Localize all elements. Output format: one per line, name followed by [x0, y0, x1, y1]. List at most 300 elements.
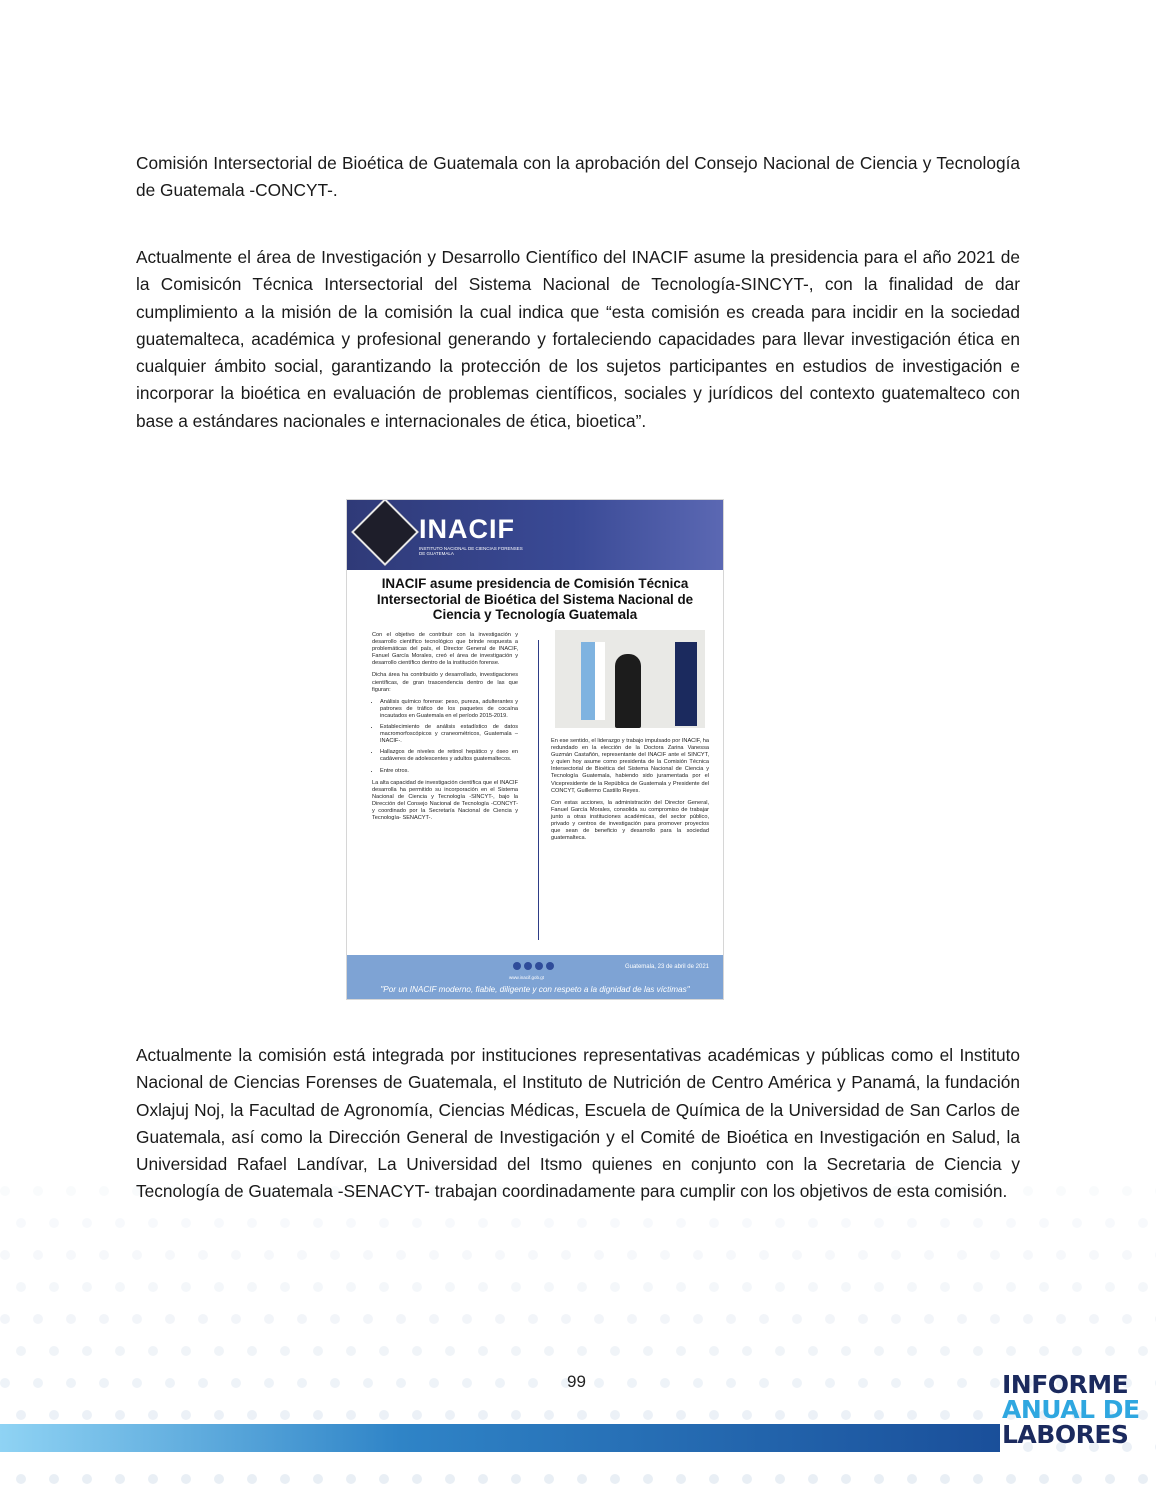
background-dot	[214, 1346, 224, 1356]
background-dot	[561, 1314, 571, 1324]
background-dot	[676, 1474, 686, 1484]
person-figure	[615, 654, 641, 728]
background-dot	[792, 1314, 802, 1324]
background-dot	[346, 1410, 356, 1420]
background-dot	[478, 1474, 488, 1484]
background-dot	[33, 1378, 43, 1388]
background-dot	[49, 1410, 59, 1420]
background-dot	[709, 1474, 719, 1484]
background-dot	[313, 1282, 323, 1292]
background-dot	[330, 1378, 340, 1388]
background-dot	[148, 1282, 158, 1292]
facebook-icon	[524, 962, 532, 970]
flyer-bullet: • Hallazgos de niveles de retinol hepático y óseo en cadáveres de adolescentes y adultos guatemaltecos.	[380, 749, 518, 763]
background-dot	[264, 1314, 274, 1324]
background-dot	[957, 1378, 967, 1388]
background-dot	[709, 1282, 719, 1292]
footer-gradient-bar	[0, 1424, 1000, 1452]
background-dot	[132, 1314, 142, 1324]
background-dot	[775, 1218, 785, 1228]
background-dot	[1056, 1250, 1066, 1260]
background-dot	[643, 1410, 653, 1420]
background-dot	[907, 1346, 917, 1356]
background-dot	[115, 1474, 125, 1484]
background-dot	[330, 1250, 340, 1260]
flyer-date: Guatemala, 23 de abril de 2021	[624, 964, 709, 970]
background-dot	[973, 1346, 983, 1356]
background-dot	[544, 1474, 554, 1484]
background-dot	[841, 1410, 851, 1420]
background-dot	[231, 1314, 241, 1324]
background-dot	[874, 1410, 884, 1420]
background-dot	[742, 1410, 752, 1420]
background-dot	[214, 1282, 224, 1292]
flyer-left-paragraph-3: La alta capacidad de investigación científica que el INACIF desarrolla ha permitido su incorporación en el Sistema Nacional de Ciencia y Tecnología -SINCYT-, bajo la Dirección del Consejo Nacional de Tecnología -CONCYT- y coordinado por la Secretaría Nacional de Ciencia y Tecnología- SENACYT-.	[372, 779, 518, 822]
background-dot	[627, 1378, 637, 1388]
background-dot	[511, 1282, 521, 1292]
background-dot	[66, 1314, 76, 1324]
background-dot	[676, 1346, 686, 1356]
background-dot	[0, 1186, 10, 1196]
background-dot	[841, 1346, 851, 1356]
background-dot	[165, 1250, 175, 1260]
background-dot	[445, 1410, 455, 1420]
background-dot	[33, 1250, 43, 1260]
background-dot	[462, 1314, 472, 1324]
background-dot	[610, 1282, 620, 1292]
background-dot	[148, 1410, 158, 1420]
inacif-banner	[675, 642, 697, 726]
background-dot	[924, 1314, 934, 1324]
background-dot	[1039, 1346, 1049, 1356]
background-dot	[247, 1474, 257, 1484]
background-dot	[181, 1218, 191, 1228]
background-dot	[264, 1378, 274, 1388]
background-dot	[115, 1410, 125, 1420]
background-dot	[825, 1314, 835, 1324]
background-dot	[544, 1410, 554, 1420]
background-dot	[16, 1474, 26, 1484]
flyer-url: www.inacif.gob.gt	[509, 975, 545, 980]
background-dot	[148, 1474, 158, 1484]
social-icons	[513, 962, 554, 970]
background-dot	[561, 1250, 571, 1260]
background-dot	[924, 1378, 934, 1388]
background-dot	[1023, 1186, 1033, 1196]
background-dot	[379, 1346, 389, 1356]
background-dot	[346, 1474, 356, 1484]
background-dot	[544, 1346, 554, 1356]
background-dot	[874, 1474, 884, 1484]
flyer-logo-text: INACIF	[419, 514, 515, 544]
background-dot	[478, 1346, 488, 1356]
background-dot	[379, 1474, 389, 1484]
background-dot	[1105, 1346, 1115, 1356]
background-dot	[924, 1250, 934, 1260]
background-dot	[1138, 1474, 1148, 1484]
background-dot	[660, 1314, 670, 1324]
background-dot	[82, 1218, 92, 1228]
background-dot	[412, 1346, 422, 1356]
background-dot	[577, 1282, 587, 1292]
body-paragraph-2: Actualmente el área de Investigación y Desarrollo Científico del INACIF asume la presidencia para el año 2021 de la Comisicón Técnica Intersectorial del Sistema Nacional de Tecnología-SINCYT-, con la finalidad de dar cumplimiento a la misión de la comisión la cual indica que “esta comisión es creada para incidir en la sociedad guatemalteca, académica y profesional generando y fortaleciendo capacidades para llevar investigación ética en cualquier ámbito social, garantizando la protección de los sujetos participantes en estudios de investigación e incorporar la bioética en evaluación de problemas científicos, sociales y jurídicos del contexto guatemalteco con base a estándares nacionales e internacionales de ética, bioetica”.	[136, 247, 1020, 431]
brand-line-1: INFORME	[1002, 1370, 1129, 1399]
background-dot	[759, 1250, 769, 1260]
background-dot	[313, 1346, 323, 1356]
background-dot	[907, 1282, 917, 1292]
background-dot	[858, 1314, 868, 1324]
background-dot	[693, 1378, 703, 1388]
background-dot	[0, 1250, 10, 1260]
youtube-icon	[513, 962, 521, 970]
background-dot	[808, 1218, 818, 1228]
background-dot	[643, 1346, 653, 1356]
background-dot	[1023, 1314, 1033, 1324]
background-dot	[841, 1218, 851, 1228]
background-dot	[511, 1346, 521, 1356]
background-dot	[82, 1346, 92, 1356]
background-dot	[940, 1218, 950, 1228]
background-dot	[396, 1378, 406, 1388]
background-dot	[808, 1282, 818, 1292]
background-dot	[231, 1378, 241, 1388]
background-dot	[1023, 1250, 1033, 1260]
background-dot	[1006, 1346, 1016, 1356]
background-dot	[676, 1282, 686, 1292]
background-dot	[709, 1218, 719, 1228]
background-dot	[1138, 1346, 1148, 1356]
background-dot	[610, 1346, 620, 1356]
background-dot	[66, 1186, 76, 1196]
background-dot	[181, 1474, 191, 1484]
background-dot	[16, 1282, 26, 1292]
background-dot	[775, 1282, 785, 1292]
background-dot	[1039, 1218, 1049, 1228]
background-dot	[33, 1314, 43, 1324]
background-dot	[363, 1314, 373, 1324]
background-dot	[429, 1250, 439, 1260]
background-dot	[297, 1314, 307, 1324]
background-dot	[280, 1282, 290, 1292]
flyer-header	[347, 500, 723, 570]
background-dot	[478, 1282, 488, 1292]
brand-line-3: LABORES	[1002, 1420, 1129, 1449]
background-dot	[1089, 1250, 1099, 1260]
news-flyer-image	[346, 499, 724, 1000]
background-dot	[528, 1314, 538, 1324]
background-dot	[726, 1250, 736, 1260]
flyer-left-paragraph-1: Con el objetivo de contribuir con la investigación y desarrollo científico tecnológico que brinde respuesta a problemáticas del país, el Director General de INACIF, Fanuel García Morales, creó el área de investigación y desarrollo científico dentro de la institución forense.	[372, 632, 518, 667]
background-dot	[940, 1474, 950, 1484]
background-dot	[957, 1314, 967, 1324]
background-dot	[907, 1218, 917, 1228]
background-dot	[610, 1474, 620, 1484]
background-dot	[99, 1314, 109, 1324]
background-dot	[49, 1346, 59, 1356]
background-dot	[544, 1282, 554, 1292]
background-dot	[82, 1282, 92, 1292]
background-dot	[247, 1346, 257, 1356]
background-dot	[874, 1346, 884, 1356]
background-dot	[16, 1410, 26, 1420]
background-dot	[363, 1250, 373, 1260]
background-dot	[280, 1410, 290, 1420]
background-dot	[231, 1250, 241, 1260]
background-dot	[627, 1250, 637, 1260]
background-dot	[577, 1218, 587, 1228]
background-dot	[511, 1410, 521, 1420]
background-dot	[49, 1474, 59, 1484]
background-dot	[759, 1378, 769, 1388]
background-dot	[973, 1474, 983, 1484]
background-dot	[940, 1410, 950, 1420]
flag-icon	[581, 642, 595, 720]
background-dot	[1006, 1474, 1016, 1484]
background-dot	[577, 1346, 587, 1356]
background-dot	[16, 1218, 26, 1228]
background-dot	[115, 1218, 125, 1228]
background-dot	[478, 1410, 488, 1420]
background-dot	[478, 1218, 488, 1228]
background-dot	[82, 1410, 92, 1420]
background-dot	[1138, 1282, 1148, 1292]
background-dot	[874, 1282, 884, 1292]
background-dot	[0, 1314, 10, 1324]
background-dot	[181, 1410, 191, 1420]
background-dot	[676, 1218, 686, 1228]
background-dot	[396, 1314, 406, 1324]
background-dot	[297, 1378, 307, 1388]
background-dot	[891, 1378, 901, 1388]
background-dot	[148, 1218, 158, 1228]
background-dot	[775, 1410, 785, 1420]
background-dot	[280, 1218, 290, 1228]
background-dot	[660, 1378, 670, 1388]
background-dot	[907, 1474, 917, 1484]
background-dot	[858, 1250, 868, 1260]
background-dot	[264, 1250, 274, 1260]
background-dot	[165, 1378, 175, 1388]
background-dot	[280, 1474, 290, 1484]
background-dot	[1105, 1218, 1115, 1228]
background-dot	[49, 1282, 59, 1292]
background-dot	[33, 1186, 43, 1196]
background-dot	[1089, 1314, 1099, 1324]
background-dot	[594, 1378, 604, 1388]
background-dot	[676, 1410, 686, 1420]
background-dot	[957, 1250, 967, 1260]
background-dot	[1122, 1314, 1132, 1324]
background-dot	[412, 1218, 422, 1228]
flyer-left-paragraph-2: Dicha área ha contribuido y desarrollado, investigaciones científicas, de gran trascendencia dentro de las que figuran:	[372, 672, 518, 693]
flyer-slogan: "Por un INACIF moderno, fiable, diligente y con respeto a la dignidad de las víctimas"	[380, 985, 690, 994]
background-dot	[709, 1410, 719, 1420]
background-dot	[346, 1346, 356, 1356]
background-dot	[181, 1282, 191, 1292]
background-dot	[346, 1218, 356, 1228]
background-dot	[198, 1250, 208, 1260]
background-dot	[132, 1378, 142, 1388]
background-dot	[825, 1250, 835, 1260]
flyer-right-paragraph-1: En ese sentido, el liderazgo y trabajo impulsado por INACIF, ha redundado en la elección de la Doctora Zarina Vanessa Guzmán Castañón, representante del INACIF ante el SINCYT, y quien hoy asume como presidenta de la Comisión Técnica Intersectorial de Bioética del Sistema Nacional de Ciencia y Tecnología Guatemala, habiendo sido juramentada por el Vicepresidente de la República de Guatemala y Presidente del CONCYT, Guillermo Castillo Reyes.	[551, 738, 709, 794]
background-dot	[379, 1218, 389, 1228]
background-dot	[247, 1282, 257, 1292]
flyer-left-column	[372, 632, 518, 827]
background-dot	[792, 1250, 802, 1260]
background-dot	[973, 1218, 983, 1228]
background-dot	[940, 1282, 950, 1292]
background-dot	[990, 1314, 1000, 1324]
background-dot	[775, 1346, 785, 1356]
background-dot	[99, 1250, 109, 1260]
background-dot	[627, 1314, 637, 1324]
background-dot	[1072, 1282, 1082, 1292]
background-dot	[495, 1378, 505, 1388]
background-dot	[313, 1410, 323, 1420]
body-paragraph-3: Actualmente la comisión está integrada por instituciones representativas académicas y públicas como el Instituto Nacional de Ciencias Forenses de Guatemala, el Instituto de Nutrición de Centro América y Panamá, la fundación Oxlajuj Noj, la Facultad de Agronomía, Ciencias Médicas, Escuela de Química de la Universidad de San Carlos de Guatemala, así como la Dirección General de Investigación y el Comité de Bioética en Investigación en Salud, la Universidad Rafael Landívar, La Universidad del Itsmo quienes en conjunto con la Secretaria de Ciencia y Tecnología de Guatemala -SENACYT- trabajan coordinadamente para cumplir con los objetivos de esta comisión.	[136, 1045, 1020, 1202]
background-dot	[462, 1378, 472, 1388]
background-dot	[1039, 1474, 1049, 1484]
background-dot	[495, 1250, 505, 1260]
background-dot	[412, 1410, 422, 1420]
background-dot	[247, 1218, 257, 1228]
background-dot	[1056, 1314, 1066, 1324]
brand-line-2: ANUAL DE	[1002, 1395, 1140, 1424]
background-dot	[610, 1218, 620, 1228]
background-dot	[181, 1346, 191, 1356]
background-dot	[198, 1314, 208, 1324]
background-dot	[346, 1282, 356, 1292]
flyer-footer	[347, 955, 723, 999]
background-dot	[825, 1378, 835, 1388]
flyer-bullet: • Entre otros.	[380, 768, 518, 775]
background-dot	[511, 1218, 521, 1228]
background-dot	[1006, 1218, 1016, 1228]
background-dot	[412, 1474, 422, 1484]
flyer-right-paragraph-2: Con estas acciones, la administración del Director General, Fanuel García Morales, consolida su compromiso de trabajar junto a otras instituciones académicas, del sector público, privado y centros de investigación para promover proyectos que sean de beneficio y desarrollo para la sociedad guatemalteca.	[551, 799, 709, 842]
flag-stripe	[595, 642, 605, 720]
background-dot	[247, 1410, 257, 1420]
background-dot	[99, 1378, 109, 1388]
background-dot	[280, 1346, 290, 1356]
background-dot	[643, 1282, 653, 1292]
flyer-title: INACIF asume presidencia de Comisión Técnica Intersectorial de Bioética del Sistema Nacional de Ciencia y Tecnología Guatemala	[376, 576, 694, 622]
background-dot	[82, 1474, 92, 1484]
flyer-bullet: • Establecimiento de análisis estadístico de datos macromorfoscópicos y craneométricos, Guatemala –INACIF-.	[380, 724, 518, 745]
background-dot	[973, 1410, 983, 1420]
background-dot	[445, 1346, 455, 1356]
background-dot	[775, 1474, 785, 1484]
background-dot	[16, 1346, 26, 1356]
background-dot	[330, 1314, 340, 1324]
background-dot	[313, 1474, 323, 1484]
background-dot	[1105, 1474, 1115, 1484]
background-dot	[132, 1250, 142, 1260]
background-dot	[891, 1314, 901, 1324]
background-dot	[990, 1250, 1000, 1260]
flyer-bullet: • Análisis químico forense: peso, pureza, adulterantes y patrones de tráfico de los paquetes de cocaína incautados en Guatemala en el período 2015-2019.	[380, 699, 518, 720]
background-dot	[759, 1314, 769, 1324]
background-dot	[49, 1218, 59, 1228]
background-dot	[1072, 1474, 1082, 1484]
background-dot	[594, 1314, 604, 1324]
background-dot	[214, 1218, 224, 1228]
background-dot	[874, 1218, 884, 1228]
background-dot	[709, 1346, 719, 1356]
background-dot	[726, 1314, 736, 1324]
background-dot	[495, 1314, 505, 1324]
background-dot	[66, 1378, 76, 1388]
background-dot	[115, 1282, 125, 1292]
background-dot	[907, 1410, 917, 1420]
background-dot	[660, 1250, 670, 1260]
background-dot	[297, 1250, 307, 1260]
background-dot	[742, 1218, 752, 1228]
background-dot	[808, 1474, 818, 1484]
flyer-photo	[555, 630, 705, 728]
background-dot	[544, 1218, 554, 1228]
background-dot	[528, 1250, 538, 1260]
background-dot	[693, 1250, 703, 1260]
background-dot	[396, 1250, 406, 1260]
background-dot	[99, 1186, 109, 1196]
background-dot	[462, 1250, 472, 1260]
background-dot	[808, 1410, 818, 1420]
background-dot	[792, 1378, 802, 1388]
background-dot	[973, 1282, 983, 1292]
background-dot	[429, 1378, 439, 1388]
background-dot	[379, 1410, 389, 1420]
background-dot	[726, 1378, 736, 1388]
flyer-logo-subtitle: INSTITUTO NACIONAL DE CIENCIAS FORENSES DE GUATEMALA	[419, 546, 523, 556]
background-dot	[594, 1250, 604, 1260]
background-dot	[643, 1474, 653, 1484]
background-dot	[1122, 1186, 1132, 1196]
background-dot	[891, 1250, 901, 1260]
background-dot	[940, 1346, 950, 1356]
background-dot	[742, 1282, 752, 1292]
background-dot	[841, 1282, 851, 1292]
background-dot	[1138, 1218, 1148, 1228]
background-dot	[742, 1346, 752, 1356]
background-dot	[1089, 1186, 1099, 1196]
background-dot	[990, 1378, 1000, 1388]
background-dot	[742, 1474, 752, 1484]
instagram-icon	[546, 962, 554, 970]
background-dot	[808, 1346, 818, 1356]
background-dot	[1056, 1186, 1066, 1196]
background-dot	[412, 1282, 422, 1292]
background-dot	[1122, 1250, 1132, 1260]
background-dot	[363, 1378, 373, 1388]
background-dot	[1105, 1282, 1115, 1292]
report-brand-logo	[1002, 1372, 1152, 1447]
background-dot	[214, 1410, 224, 1420]
inacif-logo-icon	[351, 499, 419, 566]
background-dot	[214, 1474, 224, 1484]
background-dot	[379, 1282, 389, 1292]
background-dot	[165, 1314, 175, 1324]
flyer-bullet-list	[372, 699, 518, 775]
body-paragraph-1: Comisión Intersectorial de Bioética de Guatemala con la aprobación del Consejo Nacional de Ciencia y Tecnología de Guatemala -CONCYT-.	[136, 153, 1020, 201]
background-dot	[1072, 1218, 1082, 1228]
background-dot	[511, 1474, 521, 1484]
background-dot	[445, 1282, 455, 1292]
background-dot	[577, 1410, 587, 1420]
background-dot	[313, 1218, 323, 1228]
background-dot	[0, 1378, 10, 1388]
flyer-column-divider	[538, 640, 539, 940]
